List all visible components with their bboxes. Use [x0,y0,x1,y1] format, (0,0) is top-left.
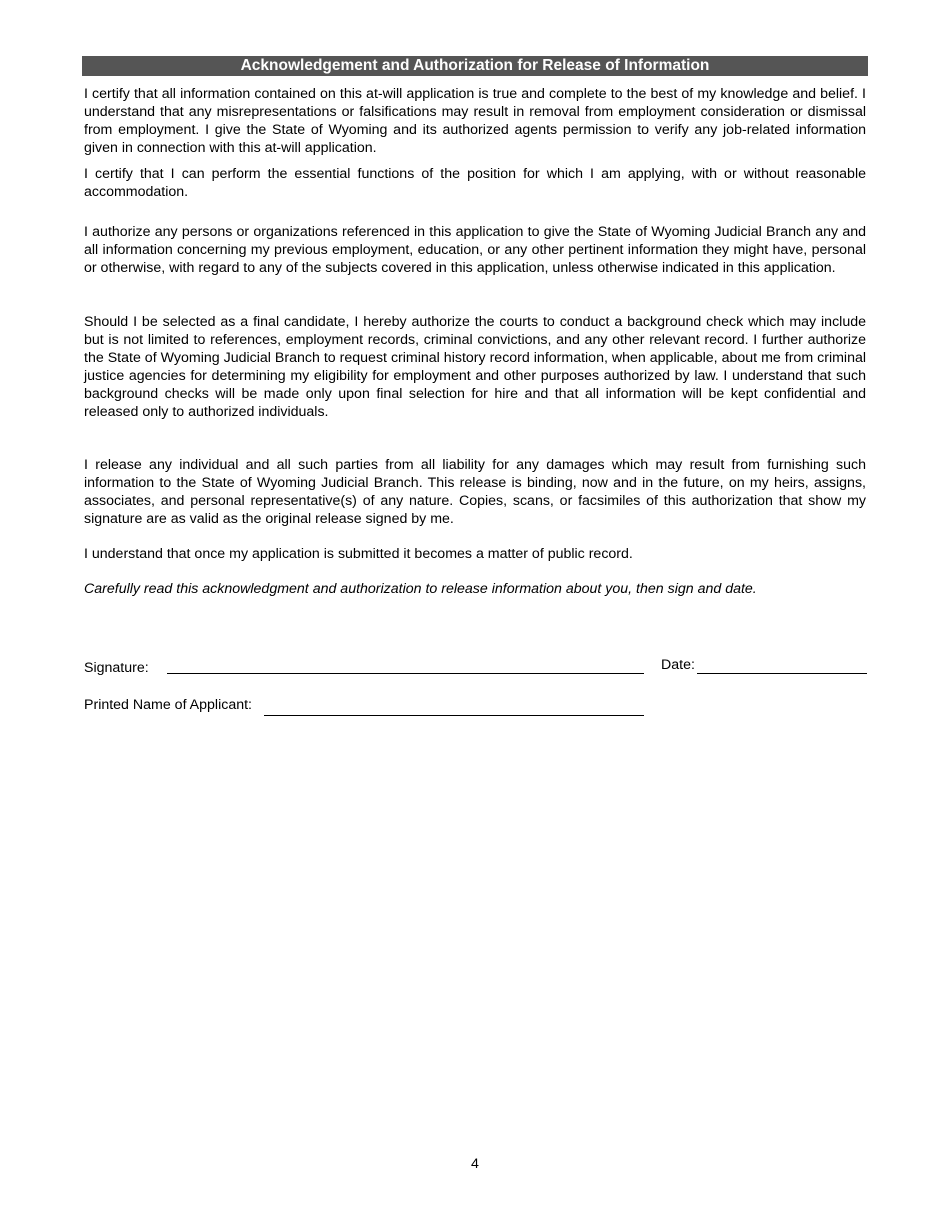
authorize-persons-paragraph: I authorize any persons or organizations referenced in this application to give the State of Wyoming Judicial Branch any and all information concerning my previous employment, education, or any other pertinent information they might have, personal or otherwise, with regard to any of the subjects covered in this application, unless otherwise indicated in this application. [84,224,866,276]
certify-paragraph: I certify that all information contained on this at-will application is true and complete to the best of my knowledge and belief. I understand that any misrepresentations or falsifications may result in removal from employment consideration or dismissal from employment. I give the State of Wyoming and its authorized agents permission to verify any job-related information given in connection with this at-will application. [84,86,866,156]
essential-functions-paragraph: I certify that I can perform the essential functions of the position for which I am applying, with or without reasonable accommodation. [84,166,866,200]
signature-line[interactable] [167,673,644,674]
instruction-text: Carefully read this acknowledgment and authorization to release information about you, then sign and date. [84,581,757,597]
release-liability-paragraph: I release any individual and all such parties from all liability for any damages which may result from furnishing such information to the State of Wyoming Judicial Branch. This release is binding, now and in the future, on my heirs, assigns, associates, and personal representative(s) of any nature. Copies, scans, or facsimiles of this authorization that show my signature are as valid as the original release signed by me. [84,457,866,527]
public-record-paragraph: I understand that once my application is submitted it becomes a matter of public record. [84,546,633,562]
background-check-paragraph: Should I be selected as a final candidate, I hereby authorize the courts to conduct a background check which may include but is not limited to references, employment records, criminal convictions, and any other relevant record. I further authorize the State of Wyoming Judicial Branch to request criminal history record information, when applicable, about me from criminal justice agencies for determining my eligibility for employment and other purposes authorized by law. I understand that such background checks will be made only upon final selection for hire and that all information will be kept confidential and released only to authorized individuals. [84,314,866,420]
section-header: Acknowledgement and Authorization for Release of Information [82,56,868,76]
printed-name-label: Printed Name of Applicant: [84,697,252,713]
page-number: 4 [471,1156,479,1172]
signature-label: Signature: [84,660,149,676]
printed-name-line[interactable] [264,715,644,716]
date-line[interactable] [697,673,867,674]
date-label: Date: [661,657,695,673]
